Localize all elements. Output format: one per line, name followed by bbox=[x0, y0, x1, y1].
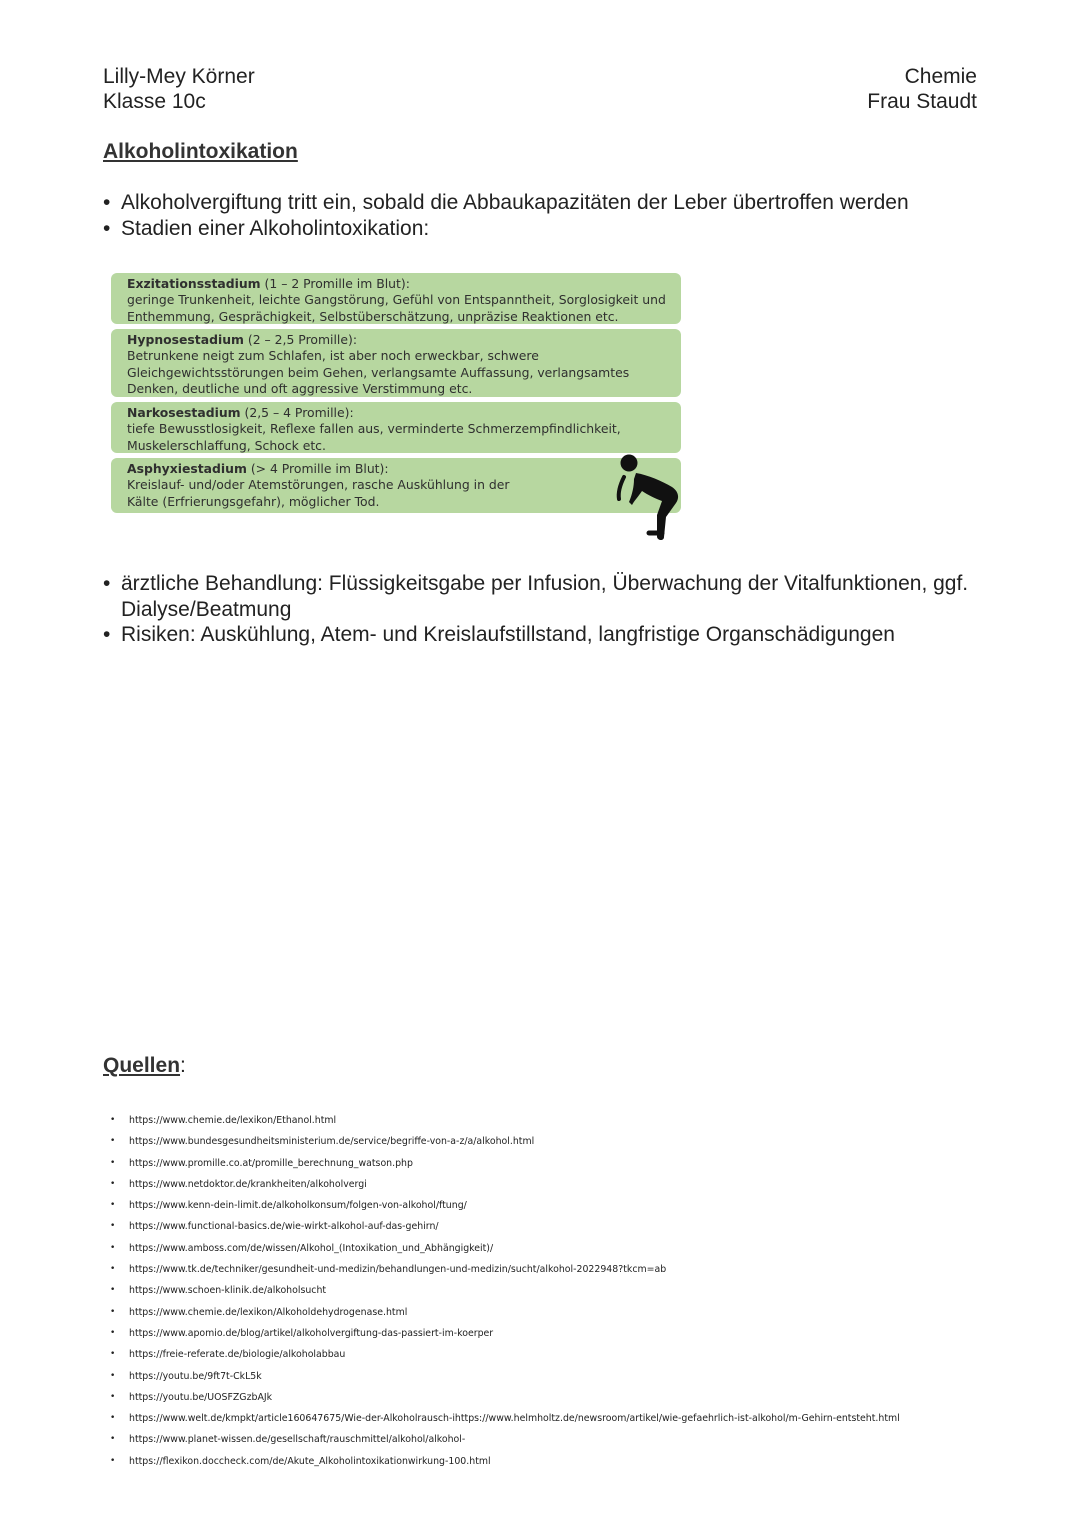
author-name: Lilly-Mey Körner bbox=[103, 65, 255, 88]
vomiting-person-icon bbox=[612, 453, 684, 543]
stage-description: Betrunkene neigt zum Schlafen, ist aber noch erweckbar, schwere Gleichgewichtsstörungen beim Gehen, verlangsamte Auffassung, verlangsamtes Denken, deutliche und oft aggressive Verstimmung etc. bbox=[127, 348, 630, 397]
stage-box-hypnose bbox=[111, 329, 681, 397]
stage-box-asphyxie bbox=[111, 458, 681, 513]
source-link[interactable]: • https://www.bundesgesundheitsministerium.de/service/begriffe-von-a-z/a/alkohol.html bbox=[110, 1131, 1010, 1152]
source-link[interactable]: • https://www.kenn-dein-limit.de/alkoholkonsum/folgen-von-alkohol/ftung/ bbox=[110, 1195, 1010, 1216]
source-link[interactable]: • https://www.amboss.com/de/wissen/Alkohol_(Intoxikation_und_Abhängigkeit)/ bbox=[110, 1238, 1010, 1259]
stage-range: (> 4 Promille im Blut): bbox=[246, 461, 389, 476]
treatment-bullet-list bbox=[103, 571, 983, 648]
bullet-item: • Stadien einer Alkoholintoxikation: bbox=[103, 216, 983, 242]
sources-heading bbox=[103, 1054, 186, 1078]
intro-bullet-list bbox=[103, 190, 983, 241]
source-link[interactable]: • https://www.planet-wissen.de/gesellschaft/rauschmittel/alkohol/alkohol- bbox=[110, 1429, 1010, 1450]
bullet-item: • ärztliche Behandlung: Flüssigkeitsgabe per Infusion, Überwachung der Vitalfunktionen, ggf. Dialyse/Beatmung bbox=[103, 571, 983, 622]
sources-colon: : bbox=[180, 1054, 186, 1077]
source-link[interactable]: • https://www.schoen-klinik.de/alkoholsucht bbox=[110, 1280, 1010, 1301]
stage-name: Hypnosestadium bbox=[127, 332, 244, 347]
stages-diagram bbox=[111, 273, 681, 518]
source-link[interactable]: • https://www.functional-basics.de/wie-wirkt-alkohol-auf-das-gehirn/ bbox=[110, 1216, 1010, 1237]
stage-description: Kreislauf- und/oder Atemstörungen, rasche Auskühlung in der Kälte (Erfrierungsgefahr), möglicher Tod. bbox=[127, 477, 510, 509]
source-link[interactable]: • https://flexikon.doccheck.com/de/Akute_Alkoholintoxikationwirkung-100.html bbox=[110, 1451, 1010, 1472]
section-title: Alkoholintoxikation bbox=[103, 140, 298, 163]
source-link[interactable]: • https://www.apomio.de/blog/artikel/alkoholvergiftung-das-passiert-im-koerper bbox=[110, 1323, 1010, 1344]
header-left bbox=[103, 64, 255, 114]
sources-title: Quellen bbox=[103, 1054, 181, 1077]
stage-box-narkose bbox=[111, 402, 681, 453]
subject-label: Chemie bbox=[904, 65, 977, 88]
teacher-name: Frau Staudt bbox=[867, 90, 977, 113]
class-label: Klasse 10c bbox=[103, 90, 206, 113]
stage-range: (2,5 – 4 Promille): bbox=[240, 405, 354, 420]
stage-box-exzitation bbox=[111, 273, 681, 324]
source-link[interactable]: • https://www.netdoktor.de/krankheiten/alkoholvergi bbox=[110, 1174, 1010, 1195]
source-link[interactable]: • https://www.welt.de/kmpkt/article160647675/Wie-der-Alkoholrausch-ihttps://www.helmholtz.de/newsroom/artikel/wie-gefaehrlich-ist-alkohol/m-Gehirn-entsteht.html bbox=[110, 1408, 1010, 1429]
stage-name: Exzitationsstadium bbox=[127, 276, 261, 291]
stage-range: (1 – 2 Promille im Blut): bbox=[260, 276, 410, 291]
stage-name: Asphyxiestadium bbox=[127, 461, 247, 476]
source-link[interactable]: • https://www.chemie.de/lexikon/Ethanol.html bbox=[110, 1110, 1010, 1131]
stage-range: (2 – 2,5 Promille): bbox=[243, 332, 357, 347]
header-right bbox=[867, 64, 977, 114]
sources-list bbox=[110, 1110, 1010, 1472]
source-link[interactable]: • https://youtu.be/9ft7t-CkL5k bbox=[110, 1366, 1010, 1387]
stage-description: tiefe Bewusstlosigkeit, Reflexe fallen aus, verminderte Schmerzempfindlichkeit, Muskelerschlaffung, Schock etc. bbox=[127, 421, 621, 453]
stage-description: geringe Trunkenheit, leichte Gangstörung, Gefühl von Entspanntheit, Sorglosigkeit und Enthemmung, Gesprächigkeit, Selbstüberschätzung, unpräzise Reaktionen etc. bbox=[127, 292, 666, 324]
bullet-item: • Alkoholvergiftung tritt ein, sobald die Abbaukapazitäten der Leber übertroffen werden bbox=[103, 190, 983, 216]
source-link[interactable]: • https://www.chemie.de/lexikon/Alkoholdehydrogenase.html bbox=[110, 1302, 1010, 1323]
source-link[interactable]: • https://freie-referate.de/biologie/alkoholabbau bbox=[110, 1344, 1010, 1365]
source-link[interactable]: • https://youtu.be/UOSFZGzbAJk bbox=[110, 1387, 1010, 1408]
source-link[interactable]: • https://www.tk.de/techniker/gesundheit-und-medizin/behandlungen-und-medizin/sucht/alkohol-2022948?tkcm=ab bbox=[110, 1259, 1010, 1280]
bullet-item: • Risiken: Auskühlung, Atem- und Kreislaufstillstand, langfristige Organschädigungen bbox=[103, 622, 983, 648]
source-link[interactable]: • https://www.promille.co.at/promille_berechnung_watson.php bbox=[110, 1153, 1010, 1174]
stage-name: Narkosestadium bbox=[127, 405, 241, 420]
